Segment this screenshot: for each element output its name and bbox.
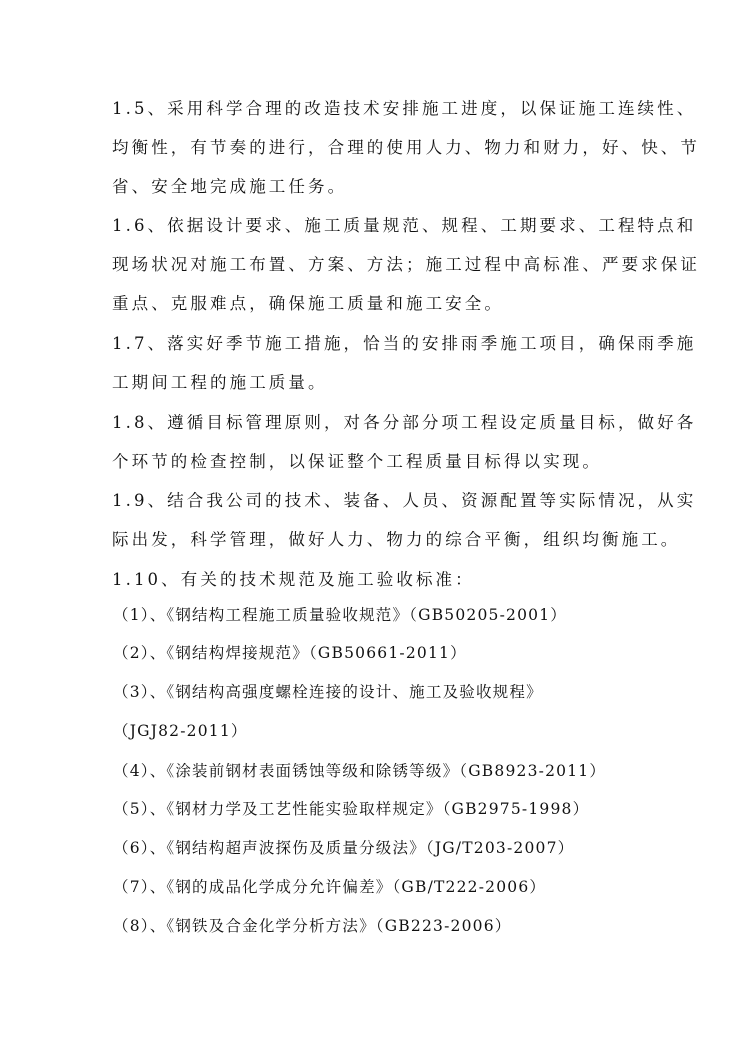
text-line: 际出发，科学管理，做好人力、物力的综合平衡，组织均衡施工。 bbox=[112, 530, 681, 549]
text-line: 省、安全地完成施工任务。 bbox=[112, 177, 348, 196]
reference-item-1: （1）、《钢结构工程施工质量验收规范》（GB50205-2001） bbox=[113, 606, 567, 624]
text-line: 均衡性，有节奏的进行，合理的使用人力、物力和财力，好、快、节 bbox=[112, 138, 700, 157]
paragraph-1-9 bbox=[112, 481, 697, 559]
reference-item-3-code: （JGJ82-2011） bbox=[113, 722, 248, 740]
text-line: 1.7、落实好季节施工措施，恰当的安排雨季施工项目，确保雨季施 bbox=[112, 334, 697, 353]
paragraph-1-10-heading bbox=[112, 560, 640, 599]
text-line: 1.5、采用科学合理的改造技术安排施工进度，以保证施工连续性、 bbox=[112, 99, 697, 118]
reference-item-7: （7）、《钢的成品化学成分允许偏差》（GB/T222-2006） bbox=[113, 878, 547, 896]
reference-item-6: （6）、《钢结构超声波探伤及质量分级法》（JG/T203-2007） bbox=[113, 839, 575, 857]
text-line: 重点、克服难点，确保施工质量和施工安全。 bbox=[112, 294, 504, 313]
text-line: 现场状况对施工布置、方案、方法；施工过程中高标准、严要求保证 bbox=[112, 255, 700, 274]
paragraph-1-5 bbox=[112, 89, 700, 206]
paragraph-1-7 bbox=[112, 324, 697, 402]
text-line: 1.10、有关的技术规范及施工验收标准： bbox=[112, 570, 475, 589]
paragraph-1-8 bbox=[112, 403, 697, 481]
reference-item-5: （5）、《钢材力学及工艺性能实验取样规定》（GB2975-1998） bbox=[113, 800, 590, 818]
reference-item-2: （2）、《钢结构焊接规范》（GB50661-2011） bbox=[113, 644, 467, 662]
paragraph-1-6 bbox=[112, 206, 700, 323]
reference-item-8: （8）、《钢铁及合金化学分析方法》（GB223-2006） bbox=[113, 917, 512, 935]
text-line: 1.8、遵循目标管理原则，对各分部分项工程设定质量目标，做好各 bbox=[112, 413, 697, 432]
reference-item-4: （4）、《涂装前钢材表面锈蚀等级和除锈等级》（GB8923-2011） bbox=[113, 762, 607, 780]
text-line: 1.9、结合我公司的技术、装备、人员、资源配置等实际情况，从实 bbox=[112, 491, 697, 510]
reference-item-3: （3）、《钢结构高强度螺栓连接的设计、施工及验收规程》 bbox=[113, 683, 543, 701]
text-line: 工期间工程的施工质量。 bbox=[112, 373, 328, 392]
text-line: 个环节的检查控制，以保证整个工程质量目标得以实现。 bbox=[112, 452, 602, 471]
text-line: 1.6、依据设计要求、施工质量规范、规程、工期要求、工程特点和 bbox=[112, 216, 697, 235]
